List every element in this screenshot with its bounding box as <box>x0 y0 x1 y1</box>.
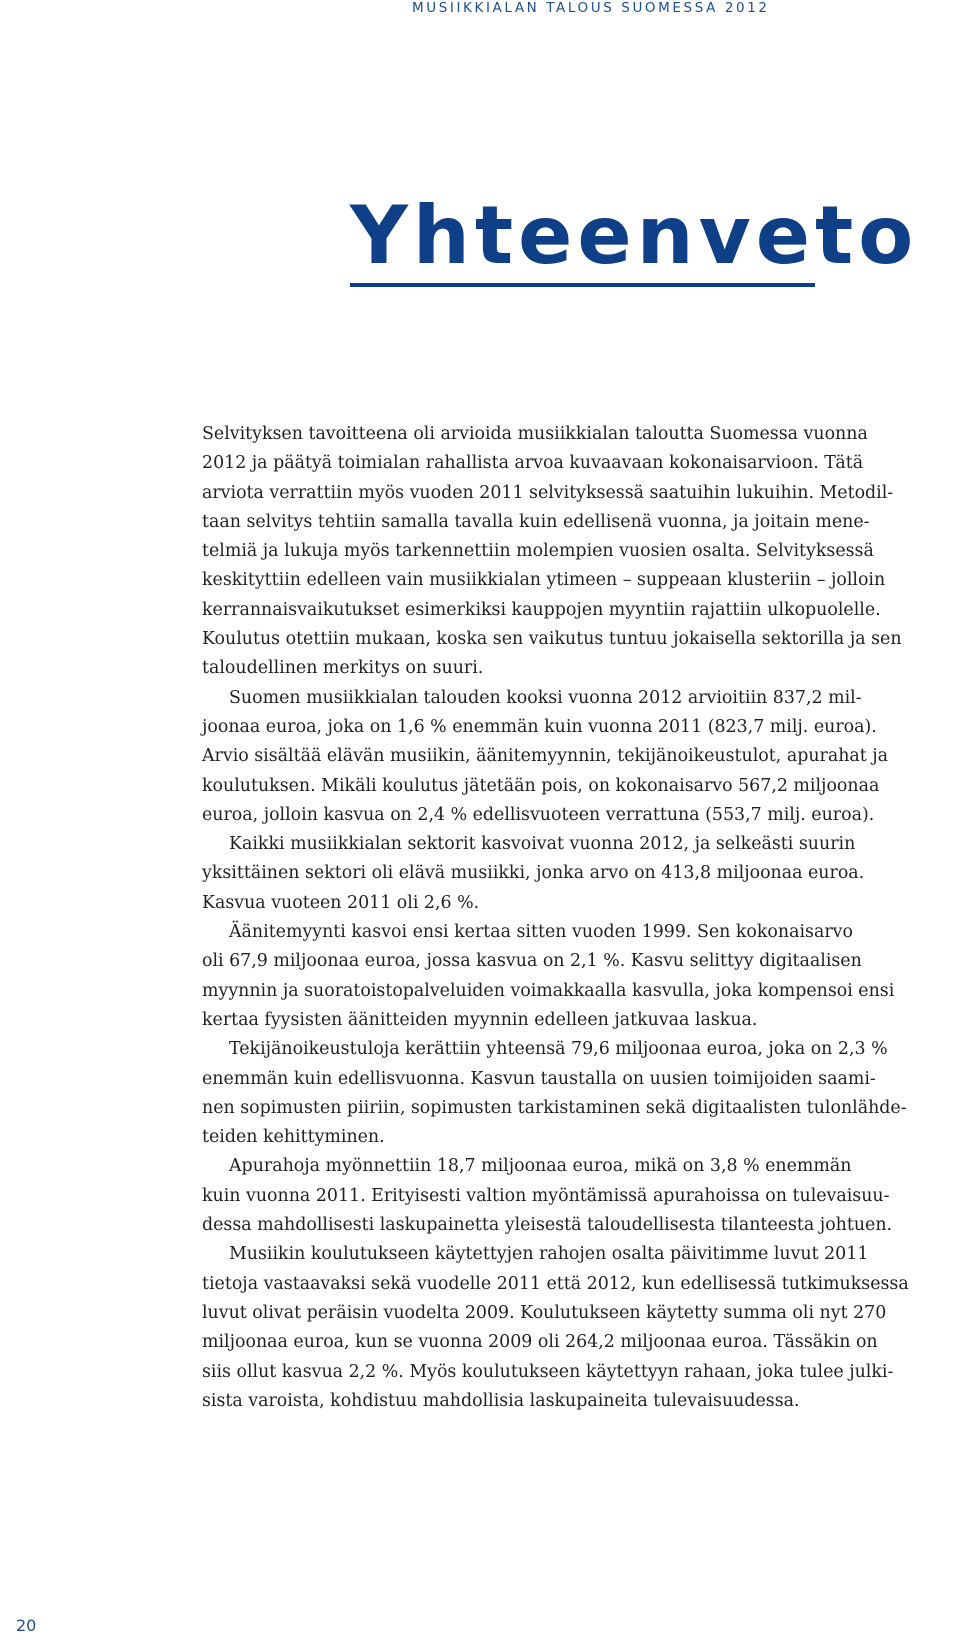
text-line: teiden kehittyminen. <box>202 1127 385 1148</box>
text-line: sista varoista, kohdistuu mahdollisia laskupaineita tulevaisuudessa. <box>202 1390 800 1411</box>
paragraph <box>202 918 940 1035</box>
paragraph <box>202 684 940 830</box>
text-line: keskityttiin edelleen vain musiikkialan ytimeen – suppeaan klusteriin – jolloin <box>202 570 886 591</box>
page-title: Yhteenveto <box>350 189 919 282</box>
text-line: kuin vuonna 2011. Erityisesti valtion myöntämissä apurahoissa on tulevaisuu- <box>202 1185 890 1206</box>
paragraph <box>202 1240 940 1416</box>
title-block <box>350 189 919 287</box>
text-line: Suomen musiikkialan talouden kooksi vuonna 2012 arvioitiin 837,2 mil- <box>229 687 862 708</box>
text-line: nen sopimusten piiriin, sopimusten tarkistaminen sekä digitaalisten tulonlähde- <box>202 1097 907 1118</box>
text-line: luvut olivat peräisin vuodelta 2009. Koulutukseen käytetty summa oli nyt 270 <box>202 1302 887 1323</box>
text-line: koulutuksen. Mikäli koulutus jätetään pois, on kokonaisarvo 567,2 miljoonaa <box>202 775 880 796</box>
text-line: oli 67,9 miljoonaa euroa, jossa kasvua on 2,1 %. Kasvu selittyy digitaalisen <box>202 951 862 972</box>
text-line: euroa, jolloin kasvua on 2,4 % edellisvuoteen verrattuna (553,7 milj. euroa). <box>202 804 875 825</box>
text-line: Äänitemyynti kasvoi ensi kertaa sitten vuoden 1999. Sen kokonaisarvo <box>229 922 853 943</box>
text-line: yksittäinen sektori oli elävä musiikki, jonka arvo on 413,8 miljoonaa euroa. <box>202 863 865 884</box>
text-line: taan selvitys tehtiin samalla tavalla kuin edellisenä vuonna, ja joitain mene- <box>202 511 870 532</box>
running-header: MUSIIKKIALAN TALOUS SUOMESSA 2012 <box>412 0 770 16</box>
text-line: Selvityksen tavoitteena oli arvioida musiikkialan taloutta Suomessa vuonna <box>202 424 868 444</box>
text-line: Kasvua vuoteen 2011 oli 2,6 %. <box>202 892 480 913</box>
text-line: siis ollut kasvua 2,2 %. Myös koulutukseen käytettyyn rahaan, joka tulee julki- <box>202 1361 894 1382</box>
text-line: Arvio sisältää elävän musiikin, äänitemyynnin, tekijänoikeustulot, apurahat ja <box>202 746 889 767</box>
paragraph <box>202 420 940 684</box>
text-line: kerrannaisvaikutukset esimerkiksi kauppojen myyntiin rajattiin ulkopuolelle. <box>202 599 881 620</box>
text-line: Kaikki musiikkialan sektorit kasvoivat vuonna 2012, ja selkeästi suurin <box>229 834 856 855</box>
text-line: miljoonaa euroa, kun se vuonna 2009 oli 264,2 miljoonaa euroa. Tässäkin on <box>202 1332 878 1353</box>
text-line: arviota verrattiin myös vuoden 2011 selvityksessä saatuihin lukuihin. Metodil- <box>202 482 894 503</box>
text-line: kertaa fyysisten äänitteiden myynnin edelleen jatkuvaa laskua. <box>202 1009 758 1030</box>
title-underline <box>350 283 815 287</box>
text-line: joonaa euroa, joka on 1,6 % enemmän kuin vuonna 2011 (823,7 milj. euroa). <box>202 716 877 737</box>
paragraph <box>202 830 940 918</box>
text-line: enemmän kuin edellisvuonna. Kasvun taustalla on uusien toimijoiden saami- <box>202 1068 876 1089</box>
text-line: Koulutus otettiin mukaan, koska sen vaikutus tuntuu jokaisella sektorilla ja sen <box>202 629 902 650</box>
text-line: Apurahoja myönnettiin 18,7 miljoonaa euroa, mikä on 3,8 % enemmän <box>229 1156 852 1177</box>
text-line: dessa mahdollisesti laskupainetta yleisestä taloudellisesta tilanteesta johtuen. <box>202 1215 893 1236</box>
text-line: Musiikin koulutukseen käytettyjen rahojen osalta päivitimme luvut 2011 <box>229 1244 869 1265</box>
text-line: taloudellinen merkitys on suuri. <box>202 658 484 679</box>
paragraph <box>202 1152 940 1240</box>
page-number: 20 <box>16 1616 37 1635</box>
text-line: 2012 ja päätyä toimialan rahallista arvoa kuvaavaan kokonaisarvioon. Tätä <box>202 453 864 474</box>
text-line: Tekijänoikeustuloja kerättiin yhteensä 79,6 miljoonaa euroa, joka on 2,3 % <box>229 1039 888 1060</box>
body-text <box>202 420 940 1416</box>
text-line: telmiä ja lukuja myös tarkennettiin molempien vuosien osalta. Selvityksessä <box>202 541 874 562</box>
paragraph <box>202 1035 940 1152</box>
text-line: tietoja vastaavaksi sekä vuodelle 2011 että 2012, kun edellisessä tutkimuksessa <box>202 1273 909 1294</box>
text-line: myynnin ja suoratoistopalveluiden voimakkaalla kasvulla, joka kompensoi ensi <box>202 980 895 1001</box>
